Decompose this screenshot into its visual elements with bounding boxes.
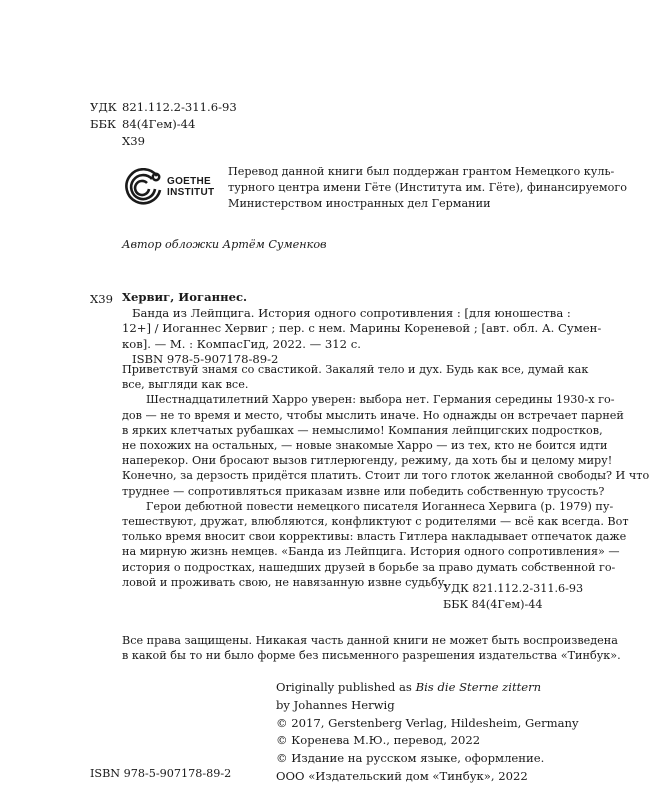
copyright-block xyxy=(276,679,579,786)
annotation-line: тешествуют, дружат, влюбляются, конфликтуют с родителями — всё как всегда. Вот xyxy=(122,515,629,529)
copyright-line: © 2017, Gerstenberg Verlag, Hildesheim, Germany xyxy=(276,715,579,730)
rights-notice xyxy=(122,633,621,663)
original-publication xyxy=(276,679,579,697)
grant-line: турного центра имени Гёте (Института им. Гёте), финансируемого xyxy=(228,181,627,194)
catalog-line: 12+] / Иоганнес Хервиг ; пер. с нем. Марины Кореневой ; [авт. обл. А. Сумен- xyxy=(122,321,602,335)
original-title: Bis die Sterne zittern xyxy=(415,680,542,694)
copyright-line: © Издание на русском языке, оформление. xyxy=(276,751,545,766)
catalog-mark: Х39 xyxy=(90,292,114,306)
annotation-line: Герои дебютной повести немецкого писателя Иоганнеса Хервига (р. 1979) пу- xyxy=(146,499,614,513)
bbk-repeat: ББК 84(4Гем)-44 xyxy=(443,598,543,611)
annotation-line: Конечно, за дерзость придётся платить. Стоит ли того глоток желанной свободы? И что xyxy=(122,469,650,483)
annotation xyxy=(122,362,649,590)
udk-value: 821.112.2-311.6-93 xyxy=(122,100,237,114)
catalog-author-heading: Хервиг, Иоганнес. xyxy=(122,290,248,304)
annotation-line: на мирную жизнь немцев. «Банда из Лейпцига. История одного сопротивления» — xyxy=(122,545,620,559)
original-pub-prefix: Originally published as xyxy=(276,680,416,694)
author-mark: Х39 xyxy=(122,134,146,148)
goethe-logo-line1: GOETHE xyxy=(167,176,212,187)
annotation-line: только время вносит свои коррективы: власть Гитлера накладывает отпечаток даже xyxy=(122,530,627,544)
annotation-line: история о подростках, нашедших друзей в борьбе за право думать собственной го- xyxy=(122,560,616,574)
grant-line: Министерством иностранных дел Германии xyxy=(228,197,491,210)
rights-line: Все права защищены. Никакая часть данной книги не может быть воспроизведена xyxy=(122,634,618,647)
goethe-logo-text xyxy=(167,176,214,198)
annotation-line: в ярких клетчатых рубашках — немыслимо! Компания лейпцигских подростков, xyxy=(122,423,603,437)
cover-credit: Автор обложки Артём Суменков xyxy=(122,238,327,251)
rights-line: в какой бы то ни было форме без письменного разрешения издательства «Тинбук». xyxy=(122,649,621,663)
annotation-line: не похожих на остальных, — новые знакомые Харро — из тех, кто не боится идти xyxy=(122,439,608,453)
annotation-line: ловой и проживать свою, не навязанную извне судьбу. xyxy=(122,575,448,589)
annotation-line: Шестнадцатилетний Харро уверен: выбора нет. Германия середины 1930-х го- xyxy=(146,393,615,407)
annotation-line: Приветствуй знамя со свастикой. Закаляй тело и дух. Будь как все, думай как xyxy=(122,363,589,376)
bbk-value: 84(4Гем)-44 xyxy=(122,117,196,131)
annotation-line: наперекор. Они бросают вызов гитлерюгенду, режиму, да хоть бы и целому миру! xyxy=(122,454,613,468)
catalog-entry xyxy=(122,290,601,368)
footer-isbn: ISBN 978-5-907178-89-2 xyxy=(90,767,232,780)
goethe-logo-line2: INSTITUT xyxy=(167,187,215,198)
annotation-line: дов — не то время и место, чтобы мыслить иначе. Но однажды он встречает парней xyxy=(122,408,624,422)
grant-notice xyxy=(228,164,627,212)
annotation-line: труднее — сопротивляться приказам извне или победить собственную трусость? xyxy=(122,484,605,498)
catalog-line: ков]. — М. : КомпасГид, 2022. — 312 с. xyxy=(122,336,361,351)
original-author: by Johannes Herwig xyxy=(276,697,395,712)
udk-label: УДК xyxy=(90,100,117,114)
copyright-line: © Коренева М.Ю., перевод, 2022 xyxy=(276,733,481,748)
catalog-line: Банда из Лейпцига. История одного сопротивления : [для юношества : xyxy=(132,305,571,320)
bbk-label: ББК xyxy=(90,117,117,131)
grant-line: Перевод данной книги был поддержан грантом Немецкого куль- xyxy=(228,165,615,178)
catalog-isbn: ISBN 978-5-907178-89-2 xyxy=(132,352,279,366)
annotation-line: все, выгляди как все. xyxy=(122,378,249,392)
udk-repeat: УДК 821.112.2-311.6-93 xyxy=(443,582,584,595)
copyright-line: ООО «Издательский дом «Тинбук», 2022 xyxy=(276,768,528,783)
